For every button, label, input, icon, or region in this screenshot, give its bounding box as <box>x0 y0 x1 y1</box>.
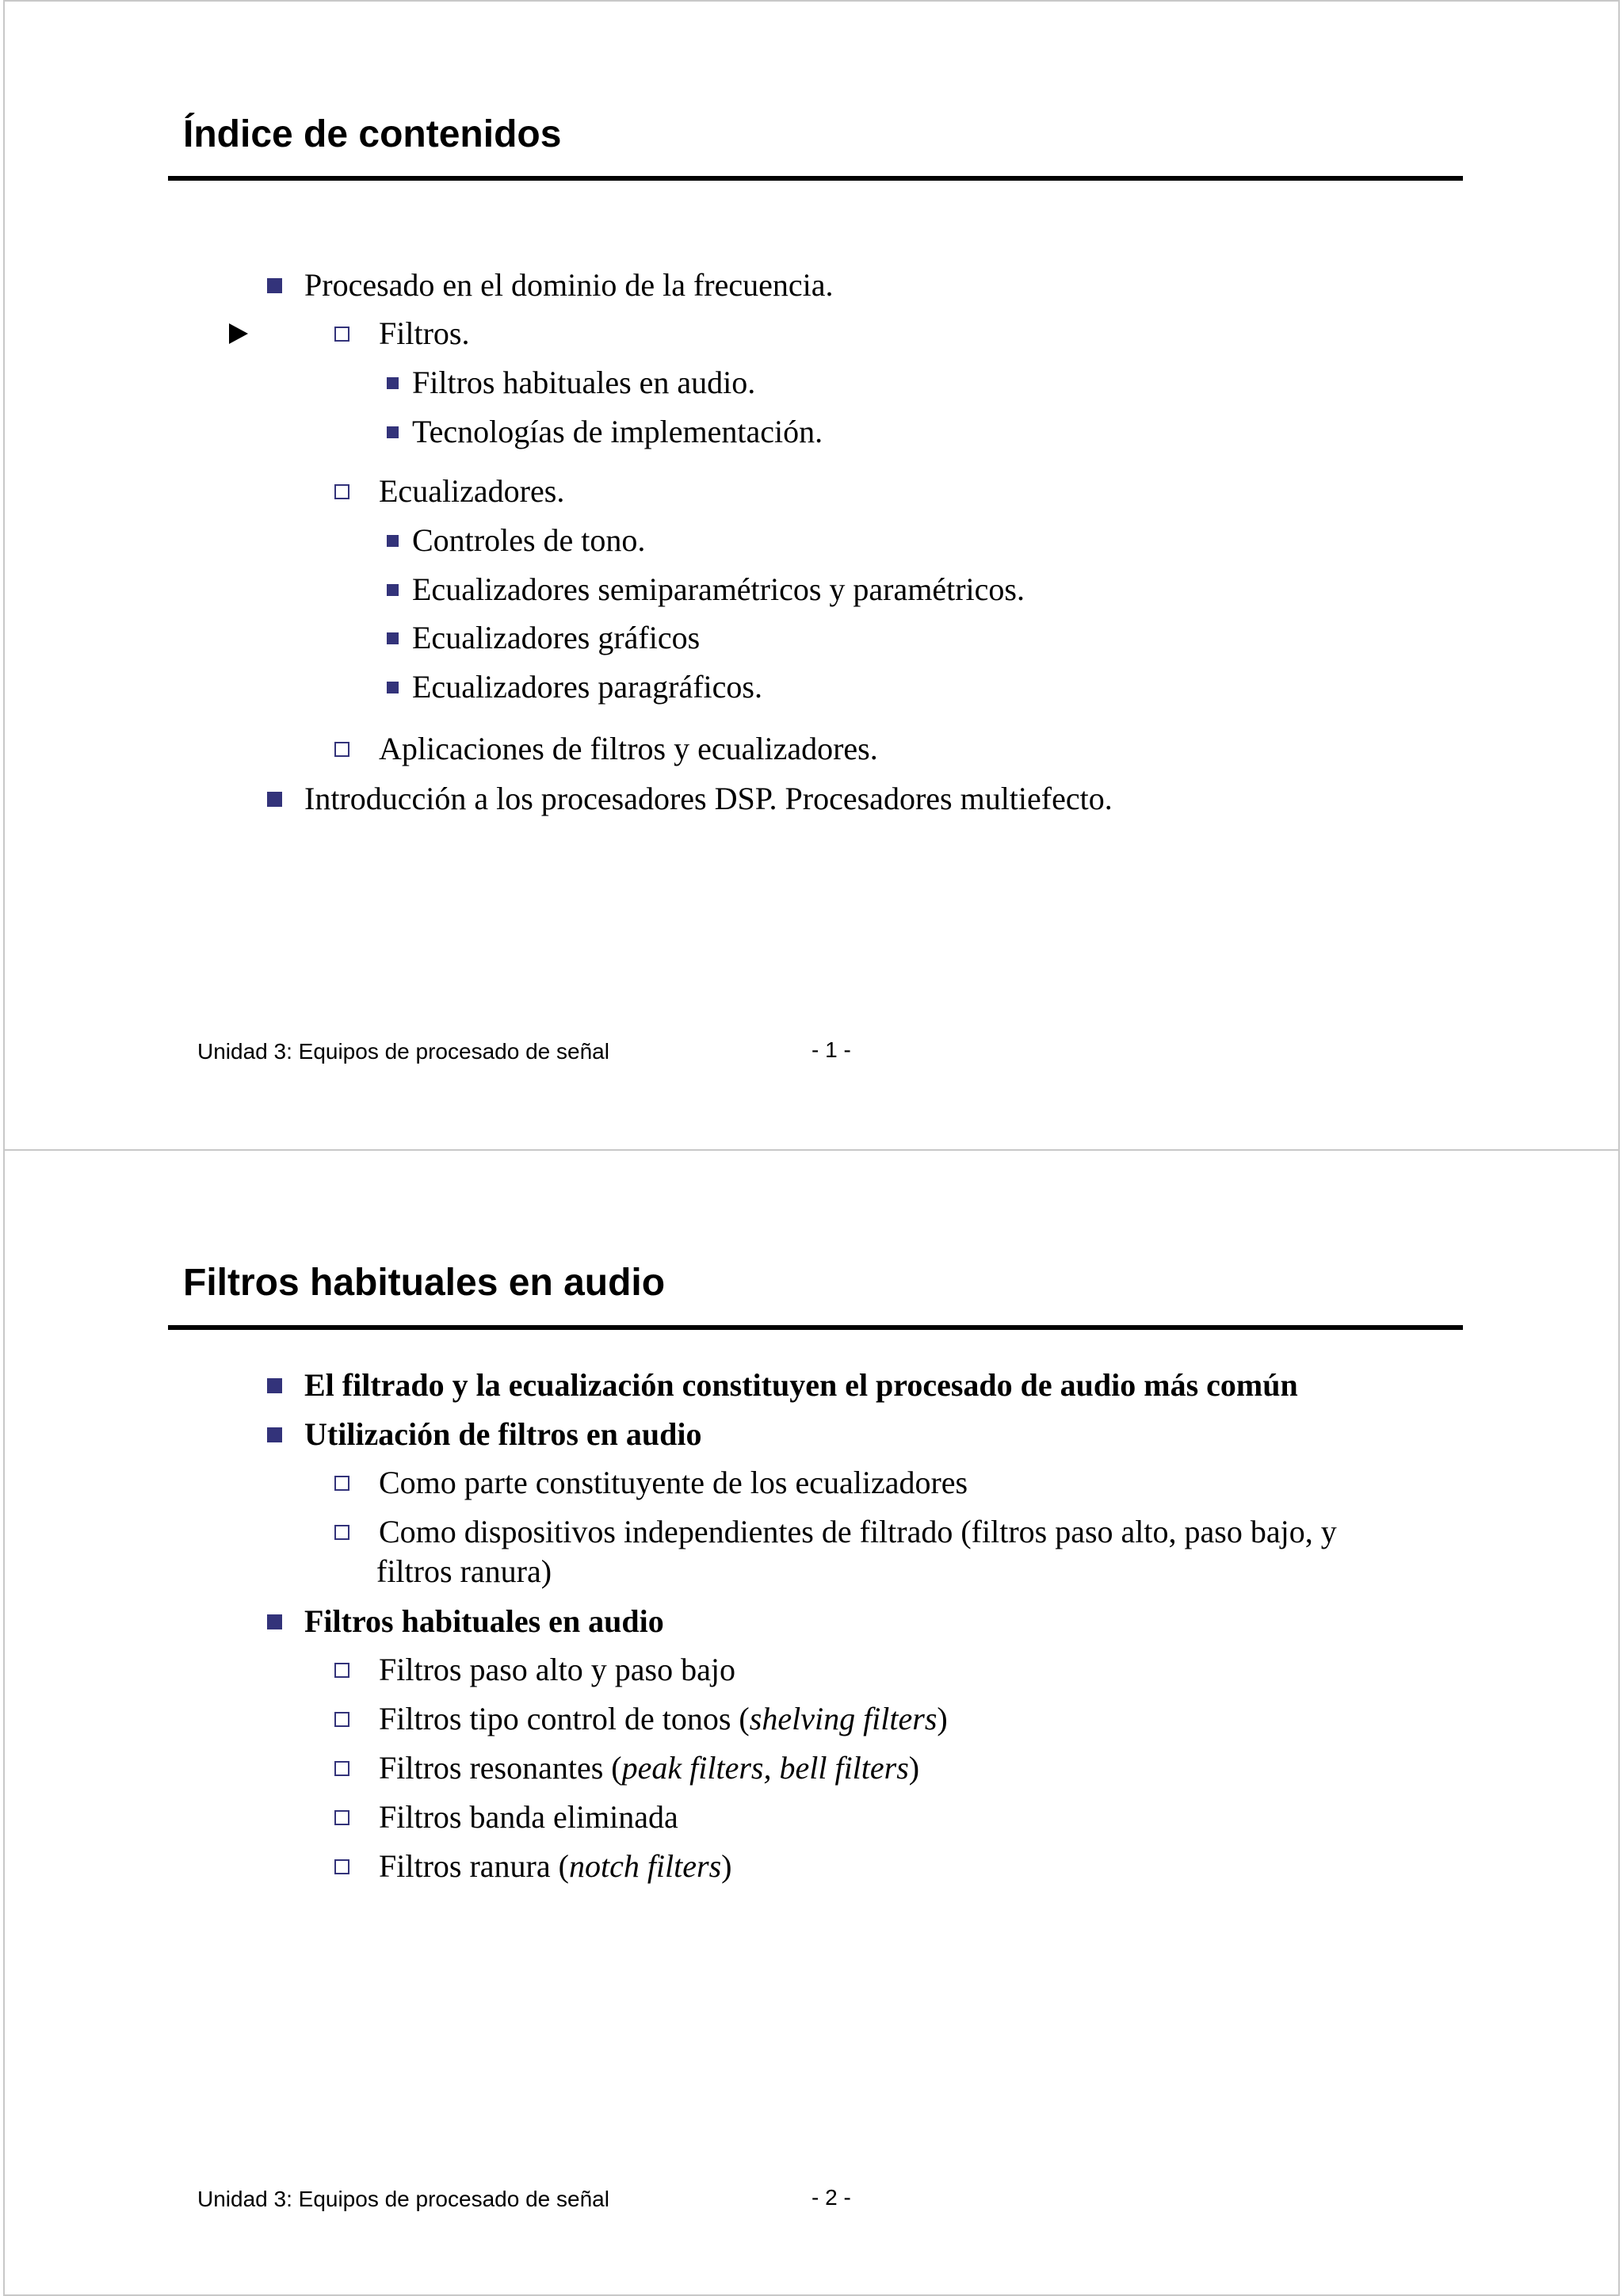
small-square-bullet-icon <box>387 535 399 547</box>
hollow-square-bullet-icon <box>334 1663 349 1678</box>
square-bullet-icon <box>267 278 282 293</box>
square-bullet-icon <box>267 1614 282 1629</box>
square-bullet-icon <box>267 1427 282 1442</box>
content-item: Como dispositivos independientes de filtrado (filtros paso alto, paso bajo, y <box>334 1512 1337 1552</box>
hollow-square-bullet-icon <box>334 327 349 342</box>
content-item-continuation: filtros ranura) <box>376 1553 552 1589</box>
small-square-bullet-icon <box>387 584 399 596</box>
toc-item[interactable]: Tecnologías de implementación. <box>387 412 823 452</box>
toc-item[interactable]: Ecualizadores gráficos <box>387 618 700 658</box>
content-item: Filtros ranura (notch filters) <box>334 1847 732 1886</box>
footer-unit: Unidad 3: Equipos de procesado de señal <box>197 2187 609 2211</box>
content-item: El filtrado y la ecualización constituyen el procesado de audio más común <box>267 1366 1298 1405</box>
content-item: Filtros resonantes (peak filters, bell filters) <box>334 1748 919 1788</box>
toc-item[interactable]: Aplicaciones de filtros y ecualizadores. <box>334 729 878 769</box>
hollow-square-bullet-icon <box>334 1476 349 1491</box>
slide-2-title: Filtros habituales en audio <box>183 1262 666 1304</box>
hollow-square-bullet-icon <box>334 1859 349 1874</box>
slide-2 <box>3 1149 1620 2296</box>
toc-item[interactable]: Introducción a los procesadores DSP. Procesadores multiefecto. <box>267 779 1113 819</box>
title-rule <box>168 176 1463 181</box>
page-number: - 1 - <box>812 1037 851 1062</box>
toc-item[interactable]: Ecualizadores semiparamétricos y paramétricos. <box>387 570 1025 609</box>
hollow-square-bullet-icon <box>334 1810 349 1825</box>
toc-item[interactable]: Procesado en el dominio de la frecuencia. <box>267 266 834 305</box>
hollow-square-bullet-icon <box>334 484 349 499</box>
slide-1 <box>3 0 1620 1151</box>
page-number: - 2 - <box>812 2185 851 2210</box>
toc-item[interactable]: Filtros habituales en audio. <box>387 363 755 403</box>
title-rule <box>168 1325 1463 1330</box>
current-section-arrow-icon <box>229 323 248 344</box>
small-square-bullet-icon <box>387 426 399 438</box>
content-item: Filtros tipo control de tonos (shelving filters) <box>334 1699 948 1739</box>
hollow-square-bullet-icon <box>334 1525 349 1540</box>
toc-item[interactable]: Ecualizadores. <box>334 472 564 511</box>
toc-item[interactable]: Controles de tono. <box>387 521 645 560</box>
toc-item[interactable]: Ecualizadores paragráficos. <box>387 667 762 707</box>
hollow-square-bullet-icon <box>334 1712 349 1727</box>
content-item: Filtros banda eliminada <box>334 1797 678 1837</box>
content-item: Filtros paso alto y paso bajo <box>334 1650 735 1690</box>
content-item: Filtros habituales en audio <box>267 1602 664 1641</box>
slide-1-title: Índice de contenidos <box>183 113 562 155</box>
toc-item[interactable]: Filtros. <box>334 314 469 353</box>
content-item: Como parte constituyente de los ecualizadores <box>334 1463 968 1503</box>
content-item: Utilización de filtros en audio <box>267 1415 701 1454</box>
hollow-square-bullet-icon <box>334 742 349 757</box>
small-square-bullet-icon <box>387 632 399 644</box>
hollow-square-bullet-icon <box>334 1761 349 1776</box>
square-bullet-icon <box>267 1378 282 1393</box>
small-square-bullet-icon <box>387 682 399 693</box>
small-square-bullet-icon <box>387 377 399 389</box>
footer-unit: Unidad 3: Equipos de procesado de señal <box>197 1039 609 1064</box>
square-bullet-icon <box>267 792 282 807</box>
